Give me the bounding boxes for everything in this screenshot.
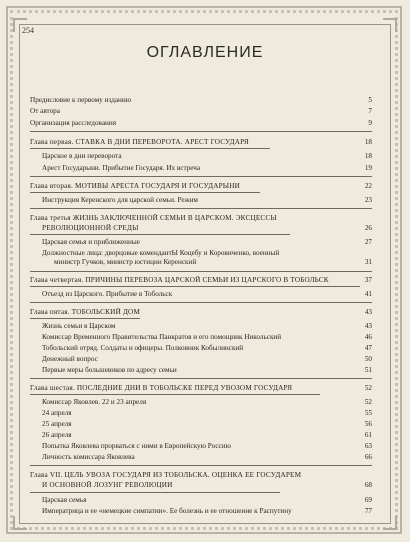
divider [30, 148, 270, 149]
divider [30, 465, 372, 466]
divider [30, 394, 320, 395]
divider [30, 378, 372, 379]
divider [30, 176, 372, 177]
divider [30, 208, 372, 209]
corner-ornament [383, 18, 397, 32]
divider [30, 302, 372, 303]
divider [30, 234, 290, 235]
page-title: ОГЛАВЛЕНИЕ [146, 44, 264, 61]
book-page: 254 ОГЛАВЛЕНИЕ Предисловие к первому изданию 5 От автора 7 Организация расследования 9 Глава первая. СТАВКА В ДНИ ПЕРЕВОРОТА. АРЕСТ ГОСУДАРЯ 18 Царское в дни переворота 18 Арест Государыни. Прибытие Государя. Их встреча 19 Глава вторая. МОТИВЫ АРЕСТА ГОСУДАРЯ И ГОСУДАРЫНИ 22 Инструкция Керенского для царской семьи. Режим 23 Глава третья ЖИЗНЬ ЗАКЛЮЧЕННОЙ СЕМЬИ В ЦАРСКОМ. ЭКСЦЕССЫ РЕВОЛЮЦИОННОЙ СРЕДЫ 26 Царская семья и приближенные 27 Должностные лица: дворцовые комендантЫ Коцебу и Коровиченко, военный министр Гучков, министр юстиции Керенский 31 Глава четвертая. ПРИЧИНЫ ПЕРЕВОЗА ЦАРСКОЙ СЕМЬИ ИЗ ЦАРСКОГО В ТОБОЛЬСК 37 Отъезд из Царского. Прибытие в Тобольск 41 Глава пятая. ТОБОЛЬСКИЙ ДОМ 43 Жизнь семьи в Царском 43 Комиссар Временного Правительства Панкратов и его помощник Никольский 46 Тобольский отряд. Солдаты и офицеры. Полковник Кобылинский 47 Денежный вопрос 50 Первые меры большевиков по адресу семьи 51 Глава шестая. ПОСЛЕДНИЕ ДНИ В ТОБОЛЬСКЕ ПЕРЕД УВОЗОМ ГОСУДАРЯ 52 Комиссар Яковлев. 22 и 23 апреля 52 24 апреля 55 25 апреля 56 26 апреля 61 Попытка Яковлева прорваться с ними в Европейскую Россию 63 Личность комиссара Яковлева 66 Глава VII. ЦЕЛЬ УВОЗА ГОСУДАРЯ ИЗ ТОБОЛЬСКА. ОЦЕНКА ЕЕ ГОСУДАРЕМ И ОСНОВНОЙ ЛОЗУНГ РЕВОЛЮЦИИ 68 Царская семья 69 Императрица и ее «немецкие симпатии». Ее болезнь и ее отношение к Распутину 77 [0, 0, 410, 542]
page-number: 254 [22, 26, 34, 35]
corner-ornament [13, 516, 27, 530]
divider [30, 192, 260, 193]
divider [30, 271, 372, 272]
divider [30, 318, 140, 319]
divider [30, 286, 360, 287]
corner-ornament [383, 516, 397, 530]
divider [30, 131, 372, 132]
divider [30, 492, 280, 493]
